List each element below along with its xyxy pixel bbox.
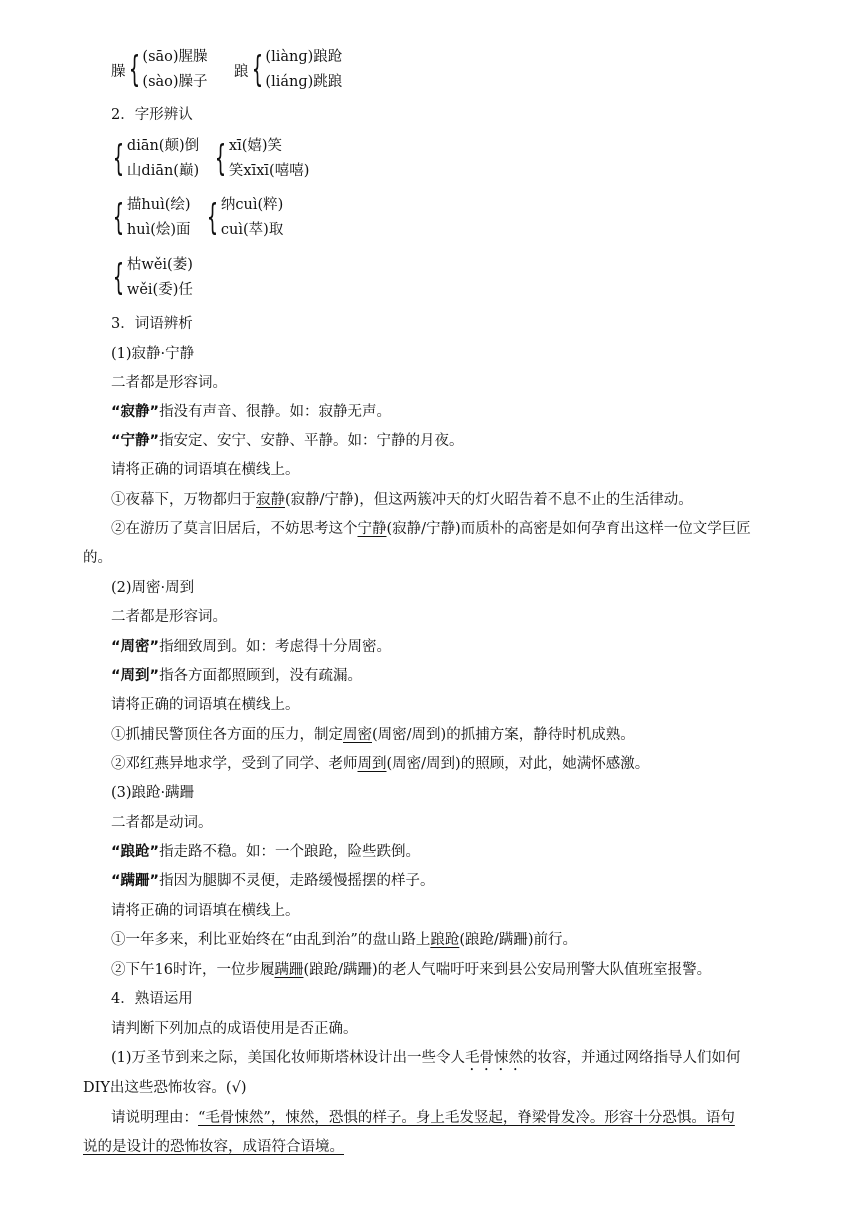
answer-blank: 宁静 bbox=[357, 521, 387, 537]
brace-icon: { bbox=[251, 49, 263, 90]
exercise-text: ①夜幕下，万物都归于 bbox=[111, 492, 256, 508]
word-meaning: 指各方面都照顾到，没有疏漏。 bbox=[159, 668, 363, 684]
reason-answer-cont: 说的是设计的恐怖妆容，成语符合语境。 bbox=[83, 1139, 344, 1155]
word-meaning: 指安定、安宁、安静、平静。如：宁静的月夜。 bbox=[159, 433, 464, 449]
group-item: (liànɡ)踉跄 bbox=[265, 49, 343, 65]
word-def bbox=[111, 402, 391, 422]
brace-icon: { bbox=[112, 197, 125, 238]
word-term: “周到” bbox=[111, 668, 160, 684]
group-item: diān(颠)倒 bbox=[126, 138, 200, 154]
word-term: “蹒跚” bbox=[111, 873, 160, 889]
exercise bbox=[111, 754, 649, 774]
group-head: 臊 bbox=[111, 63, 126, 80]
exercise-text: (周密/周到)的抓捕方案，静待时机成熟。 bbox=[372, 727, 635, 743]
pron-group-liang bbox=[234, 45, 342, 95]
form-group-dian bbox=[110, 134, 199, 184]
brace-icon: { bbox=[112, 257, 125, 298]
word-meaning: 指细致周到。如：考虑得十分周密。 bbox=[159, 639, 392, 655]
instruction: 请将正确的词语填在横线上。 bbox=[111, 697, 300, 713]
pair-title: (1)寂静·宁静 bbox=[111, 346, 195, 362]
group-item: (sāo)腥臊 bbox=[142, 49, 208, 65]
group-item: 纳cuì(粹) bbox=[220, 197, 284, 213]
answer-blank: 蹒跚 bbox=[274, 962, 304, 978]
answer-blank: 周密 bbox=[343, 727, 372, 743]
section-3-heading: 3．词语辨析 bbox=[111, 316, 193, 332]
group-item: 山diān(巅) bbox=[126, 163, 200, 179]
reason-label: 请说明理由： bbox=[111, 1110, 198, 1126]
exercise bbox=[111, 490, 693, 510]
word-meaning: 指走路不稳。如：一个踉跄，险些跌倒。 bbox=[159, 844, 421, 860]
idiom-text: 的妆容，并通过网络指导人们如何 bbox=[523, 1050, 741, 1066]
group-head: 踉 bbox=[234, 63, 249, 80]
word-def bbox=[111, 666, 362, 686]
exercise bbox=[111, 960, 711, 980]
section-2-heading: 2．字形辨认 bbox=[111, 107, 193, 123]
exercise-text: (寂静/宁静)而质朴的高密是如何孕育出这样一位文学巨匠 bbox=[386, 521, 751, 537]
pair-desc: 二者都是形容词。 bbox=[111, 609, 227, 625]
word-term: “宁静” bbox=[111, 433, 160, 449]
idiom-item bbox=[111, 1048, 741, 1074]
exercise bbox=[111, 519, 751, 539]
word-meaning: 指没有声音、很静。如：寂静无声。 bbox=[159, 404, 392, 420]
exercise-text: (踉跄/蹒跚)的老人气喘吁吁来到县公安局刑警大队值班室报警。 bbox=[303, 962, 712, 978]
reason bbox=[111, 1108, 735, 1128]
brace-icon: { bbox=[128, 49, 140, 90]
exercise-cont: 的。 bbox=[83, 550, 112, 566]
group-item: huì(烩)面 bbox=[126, 222, 191, 238]
word-def bbox=[111, 842, 420, 862]
answer-blank: 踉跄 bbox=[430, 932, 460, 948]
dotted-idiom: 毛骨悚然 bbox=[465, 1050, 524, 1066]
group-item: 描huì(绘) bbox=[126, 197, 191, 213]
group-item: 枯wěi(萎) bbox=[126, 257, 193, 273]
exercise-text: ②在游历了莫言旧居后，不妨思考这个 bbox=[111, 521, 358, 537]
group-item: (liánɡ)跳踉 bbox=[265, 74, 343, 90]
group-item: wěi(委)任 bbox=[126, 282, 193, 298]
form-group-xi bbox=[212, 134, 309, 184]
instruction: 请将正确的词语填在横线上。 bbox=[111, 903, 300, 919]
section-4-heading: 4．熟语运用 bbox=[111, 991, 193, 1007]
exercise-text: ②邓红燕异地求学，受到了同学、老师 bbox=[111, 756, 358, 772]
pair-desc: 二者都是形容词。 bbox=[111, 375, 227, 391]
reason-answer: “毛骨悚然”，悚然，恐惧的样子。身上毛发竖起，脊梁骨发冷。形容十分恐惧。语句 bbox=[198, 1110, 735, 1126]
group-item: 笑xīxī(嘻嘻) bbox=[228, 163, 310, 179]
answer-blank: 寂静 bbox=[256, 492, 285, 508]
word-def bbox=[111, 431, 464, 451]
form-group-cui bbox=[204, 193, 283, 243]
group-item: (sào)臊子 bbox=[142, 74, 208, 90]
word-term: “寂静” bbox=[111, 404, 160, 420]
brace-icon: { bbox=[206, 197, 219, 238]
word-term: “踉跄” bbox=[111, 844, 160, 860]
pair-title: (2)周密·周到 bbox=[111, 580, 195, 596]
exercise-text: ①一年多来，利比亚始终在“由乱到治”的盘山路上 bbox=[111, 932, 431, 948]
word-def bbox=[111, 871, 435, 891]
instruction: 请判断下列加点的成语使用是否正确。 bbox=[111, 1021, 358, 1037]
exercise-text: ②下午16时许，一位步履 bbox=[111, 962, 275, 978]
exercise bbox=[111, 930, 577, 950]
exercise-text: (周密/周到)的照顾，对此，她满怀感激。 bbox=[386, 756, 650, 772]
pair-title: (3)踉跄·蹒跚 bbox=[111, 785, 195, 801]
idiom-item-cont: DIY出这些恐怖妆容。(√) bbox=[83, 1080, 247, 1096]
exercise-text: (踉跄/蹒跚)前行。 bbox=[459, 932, 578, 948]
instruction: 请将正确的词语填在横线上。 bbox=[111, 462, 300, 478]
idiom-text: (1)万圣节到来之际，美国化妆师斯塔林设计出一些令人 bbox=[111, 1050, 466, 1066]
form-group-hui bbox=[110, 193, 191, 243]
pair-desc: 二者都是动词。 bbox=[111, 815, 213, 831]
exercise bbox=[111, 725, 635, 745]
exercise-text: ①抓捕民警顶住各方面的压力，制定 bbox=[111, 727, 343, 743]
brace-icon: { bbox=[112, 138, 125, 179]
word-term: “周密” bbox=[111, 639, 160, 655]
answer-blank: 周到 bbox=[357, 756, 387, 772]
exercise-text: (寂静/宁静)，但这两簇冲天的灯火昭告着不息不止的生活律动。 bbox=[285, 492, 693, 508]
word-meaning: 指因为腿脚不灵便，走路缓慢摇摆的样子。 bbox=[159, 873, 435, 889]
group-item: xī(嬉)笑 bbox=[228, 138, 283, 154]
pron-group-sao bbox=[111, 45, 208, 95]
group-item: cuì(萃)取 bbox=[220, 222, 284, 238]
brace-icon: { bbox=[214, 138, 227, 179]
form-group-wei bbox=[110, 253, 193, 303]
word-def bbox=[111, 637, 391, 657]
